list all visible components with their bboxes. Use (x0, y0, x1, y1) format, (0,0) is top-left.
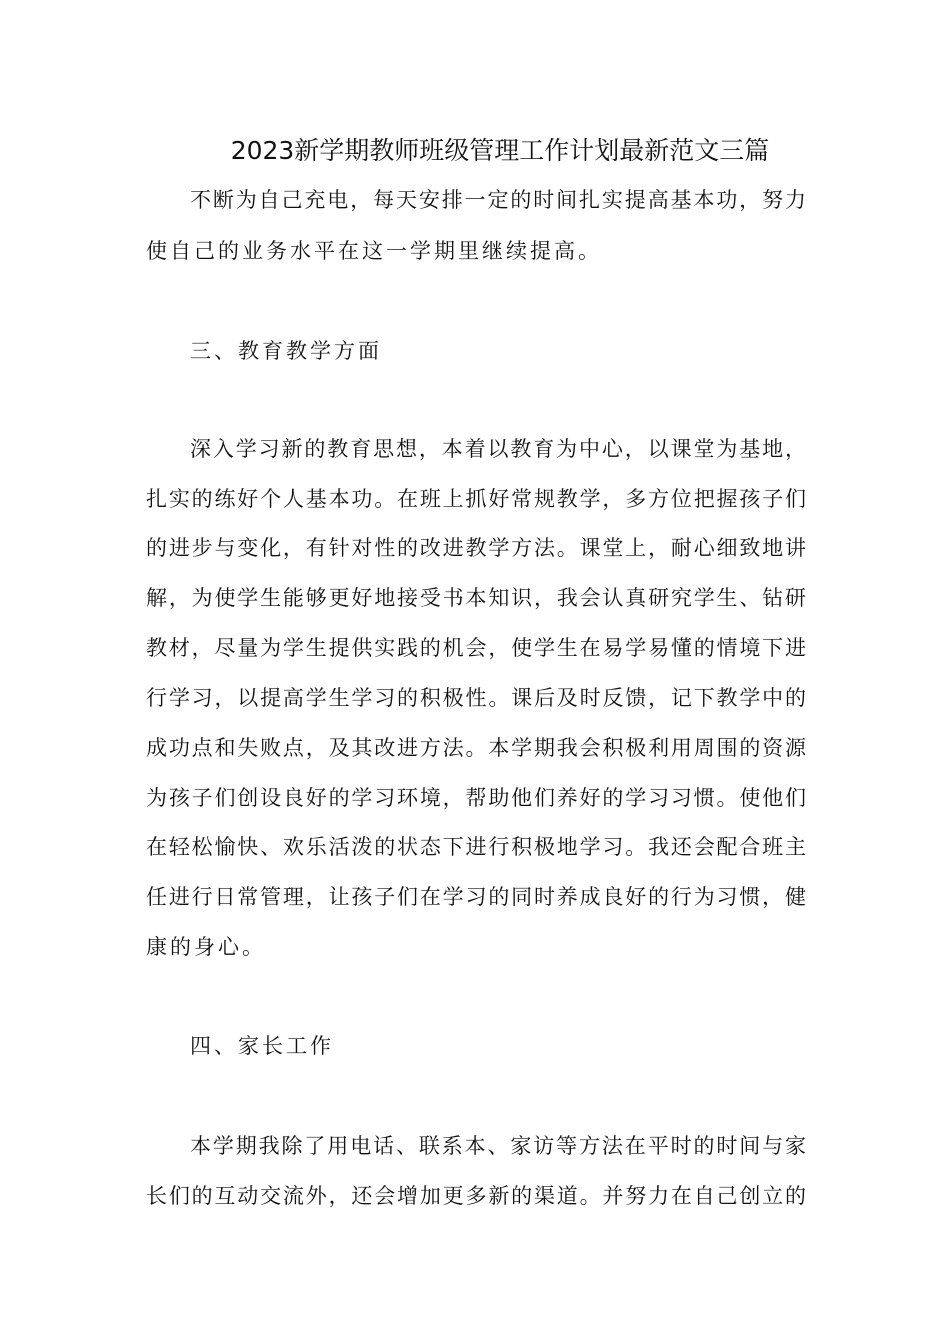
section-heading: 四、家长工作 (190, 1034, 334, 1058)
text-line: 在轻松愉快、欢乐活泼的状态下进行积极地学习。我还会配合班主 (146, 835, 806, 859)
text-line: 使自己的业务水平在这一学期里继续提高。 (146, 239, 602, 263)
text-line: 长们的互动交流外，还会增加更多新的渠道。并努力在自己创立的 (146, 1184, 806, 1208)
text-line: 解，为使学生能够更好地接受书本知识，我会认真研究学生、钻研 (146, 586, 806, 610)
document-title: 2023新学期教师班级管理工作计划最新范文三篇 (230, 136, 770, 165)
text-line: 扎实的练好个人基本功。在班上抓好常规教学，多方位把握孩子们 (146, 487, 806, 511)
text-line: 的进步与变化，有针对性的改进教学方法。课堂上，耐心细致地讲 (146, 536, 806, 560)
text-line: 任进行日常管理，让孩子们在学习的同时养成良好的行为习惯，健 (146, 885, 806, 909)
text-line: 为孩子们创设良好的学习环境，帮助他们养好的学习习惯。使他们 (146, 786, 806, 810)
text-line: 深入学习新的教育思想，本着以教育为中心，以课堂为基地， (190, 437, 806, 461)
section-heading: 三、教育教学方面 (190, 339, 382, 363)
text-line: 教材，尽量为学生提供实践的机会，使学生在易学易懂的情境下进 (146, 636, 806, 660)
text-line: 康的身心。 (146, 935, 266, 959)
text-line: 行学习，以提高学生学习的积极性。课后及时反馈，记下教学中的 (146, 686, 806, 710)
text-line: 不断为自己充电，每天安排一定的时间扎实提高基本功，努力 (190, 188, 806, 212)
text-line: 本学期我除了用电话、联系本、家访等方法在平时的时间与家 (190, 1134, 806, 1158)
text-line: 成功点和失败点，及其改进方法。本学期我会积极利用周围的资源 (146, 736, 806, 760)
